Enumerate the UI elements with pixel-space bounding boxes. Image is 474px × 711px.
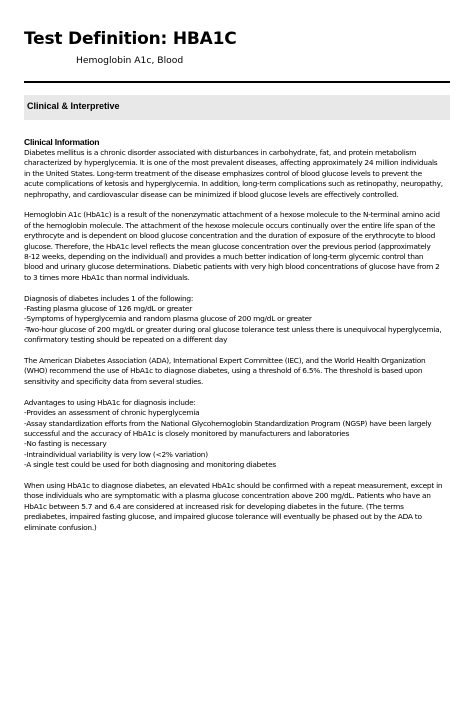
clinical-information-content (24, 137, 452, 533)
paragraph-line: prediabetes, impaired fasting glucose, and impaired glucose tolerance will eventually be phased out by the ADA to (24, 512, 422, 522)
paragraph-spacer (24, 283, 452, 293)
paragraph-line: -Fasting plasma glucose of 126 mg/dL or greater (24, 304, 193, 314)
paragraph-line: -Assay standardization efforts from the National Glycohemoglobin Standardization Program (NGSP) have been largely (24, 418, 432, 428)
paragraph-line: blood and urinary glucose determinations. Diabetic patients with very high blood concentrations of glucose have from 2 (24, 262, 440, 272)
paragraph-line: those individuals who are symptomatic with a plasma glucose concentration above 200 mg/dL. Patients who have an (24, 491, 431, 501)
paragraph-line: Hemoglobin A1c (HbA1c) is a result of the nonenzymatic attachment of a hexose molecule to the N-terminal amino acid (24, 210, 440, 220)
paragraph-line: Advantages to using HbA1c for diagnosis include: (24, 397, 196, 407)
paragraph-line: eliminate confusion.) (24, 522, 97, 532)
paragraph-line: of the hemoglobin molecule. The attachment of the hexose molecule occurs continually over the entire life span of the (24, 220, 436, 230)
paragraph-line: to 3 times more HbA1c than normal individuals. (24, 272, 190, 282)
paragraph-line: (WHO) recommend the use of HbA1c to diagnose diabetes, using a threshold of 6.5%. The threshold is based upon (24, 366, 423, 376)
paragraph-line: The American Diabetes Association (ADA), International Expert Committee (IEC), and the World Health Organization (24, 356, 426, 366)
paragraph-line: confirmatory testing should be repeated on a different day (24, 335, 228, 345)
paragraph-line: in the United States. Long-term treatment of the disease emphasizes control of blood glucose levels to prevent the (24, 168, 422, 178)
paragraph-line: successful and the accuracy of HbA1c is closely monitored by manufacturers and laboratories (24, 428, 350, 438)
paragraph-line: erythrocyte and is dependent on blood glucose concentration and the duration of exposure of the erythrocyte to blood (24, 231, 436, 241)
paragraph-line: 8-12 weeks, depending on the individual) and provides a much better indication of long-term glycemic control than (24, 252, 424, 262)
paragraph-line: -No fasting is necessary (24, 439, 107, 449)
paragraph-line: -Two-hour glucose of 200 mg/dL or greater during oral glucose tolerance test unless there is unequivocal hyperglycemia, (24, 324, 442, 334)
paragraph-line: sensitivity and specificity data from several studies. (24, 376, 204, 386)
paragraph-line: HbA1c between 5.7 and 6.4 are considered at increased risk for developing diabetes in the future. (The terms (24, 501, 404, 511)
paragraph-line: -Intraindividual variability is very low (<2% variation) (24, 449, 208, 459)
paragraph-line: Diabetes mellitus is a chronic disorder associated with disturbances in carbohydrate, fat, and protein metabolism (24, 148, 417, 157)
page-title: Test Definition: HBA1C (24, 29, 237, 49)
paragraph-line: characterized by hyperglycemia. It is one of the most prevalent diseases, affecting approximately 24 million individuals (24, 158, 438, 168)
paragraph-line: Diagnosis of diabetes includes 1 of the following: (24, 293, 194, 303)
paragraph-line: When using HbA1c to diagnose diabetes, an elevated HbA1c should be confirmed with a repeat measurement, except in (24, 480, 443, 490)
page-subtitle: Hemoglobin A1c, Blood (76, 55, 184, 66)
section-title: Clinical & Interpretive (27, 101, 120, 111)
paragraph-line: -Symptoms of hyperglycemia and random plasma glucose of 200 mg/dL or greater (24, 314, 312, 324)
paragraph-line: acute complications of ketosis and hyperglycemia. In addition, long-term complications such as retinopathy, neuropathy, (24, 179, 443, 189)
paragraph-spacer (24, 471, 452, 481)
paragraph-spacer (24, 346, 452, 356)
paragraph-line: glucose. Therefore, the HbA1c level reflects the mean glucose concentration over the previous period (approximately (24, 241, 431, 251)
header-divider (24, 81, 450, 83)
paragraph-line: -A single test could be used for both diagnosing and monitoring diabetes (24, 460, 276, 470)
section-header (24, 95, 450, 120)
paragraph-spacer (24, 387, 452, 397)
paragraph-spacer (24, 200, 452, 210)
paragraph-line: nephropathy, and cardiovascular disease can be minimized if blood glucose levels are effectively controlled. (24, 189, 399, 199)
subsection-title: Clinical Information (24, 137, 100, 147)
paragraph-line: -Provides an assessment of chronic hyperglycemia (24, 408, 200, 418)
